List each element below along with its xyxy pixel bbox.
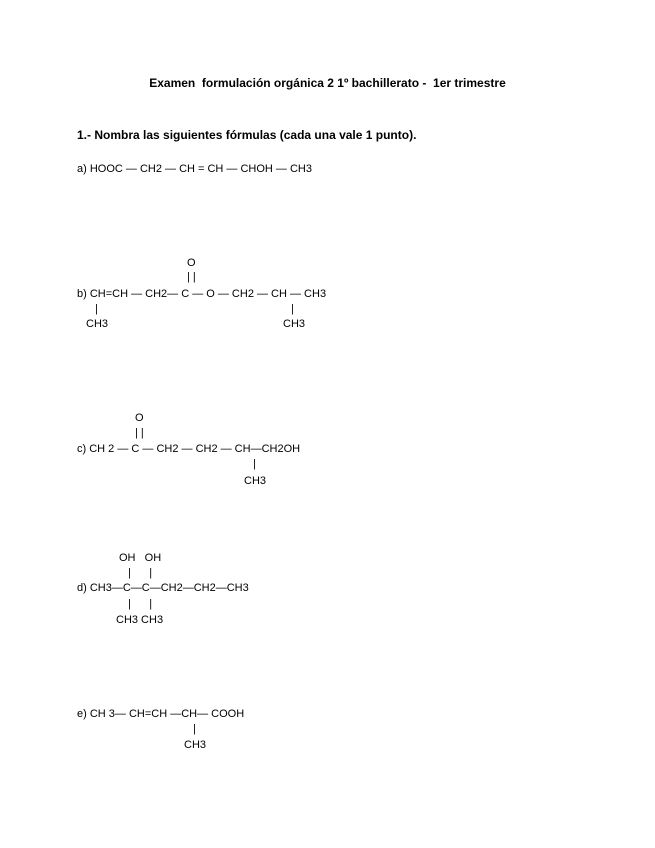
formula-e: e) CH 3— CH=CH —CH— COOH [77, 708, 245, 720]
formula-c: c) CH 2 — C — CH2 — CH2 — CH—CH2OH [77, 443, 301, 455]
formula-b-bond-2: | [291, 303, 294, 315]
formula-b: b) CH=CH — CH2— C — O — CH2 — CH — CH3 [77, 288, 327, 300]
formula-d-hydroxyls: OH OH [119, 552, 162, 564]
formula-d-methyls: CH3 CH3 [116, 614, 164, 626]
question-heading: 1.- Nombra las siguientes fórmulas (cada una vale 1 punto). [77, 128, 417, 142]
formula-b-double-bond: | | [187, 271, 196, 283]
formula-a: a) HOOC — CH2 — CH = CH — CHOH — CH3 [77, 163, 312, 175]
page-title: Examen formulación orgánica 2 1º bachillerato - 1er trimestre [149, 76, 506, 90]
formula-c-bond: | [253, 458, 256, 470]
formula-c-oxygen: O [135, 412, 144, 424]
formula-d-top-bonds: | | [128, 567, 153, 579]
formula-e-bond: | [193, 723, 196, 735]
formula-d: d) CH3—C—C—CH2—CH2—CH3 [77, 582, 249, 594]
formula-c-substituent: CH3 [244, 475, 267, 487]
formula-c-double-bond: | | [135, 427, 144, 439]
formula-e-substituent: CH3 [184, 739, 207, 751]
formula-b-oxygen: O [187, 257, 196, 269]
formula-b-substituent-1: CH3 [86, 318, 109, 330]
formula-d-bottom-bonds: | | [128, 598, 153, 610]
formula-b-substituent-2: CH3 [283, 318, 306, 330]
formula-b-bond-1: | [95, 303, 98, 315]
